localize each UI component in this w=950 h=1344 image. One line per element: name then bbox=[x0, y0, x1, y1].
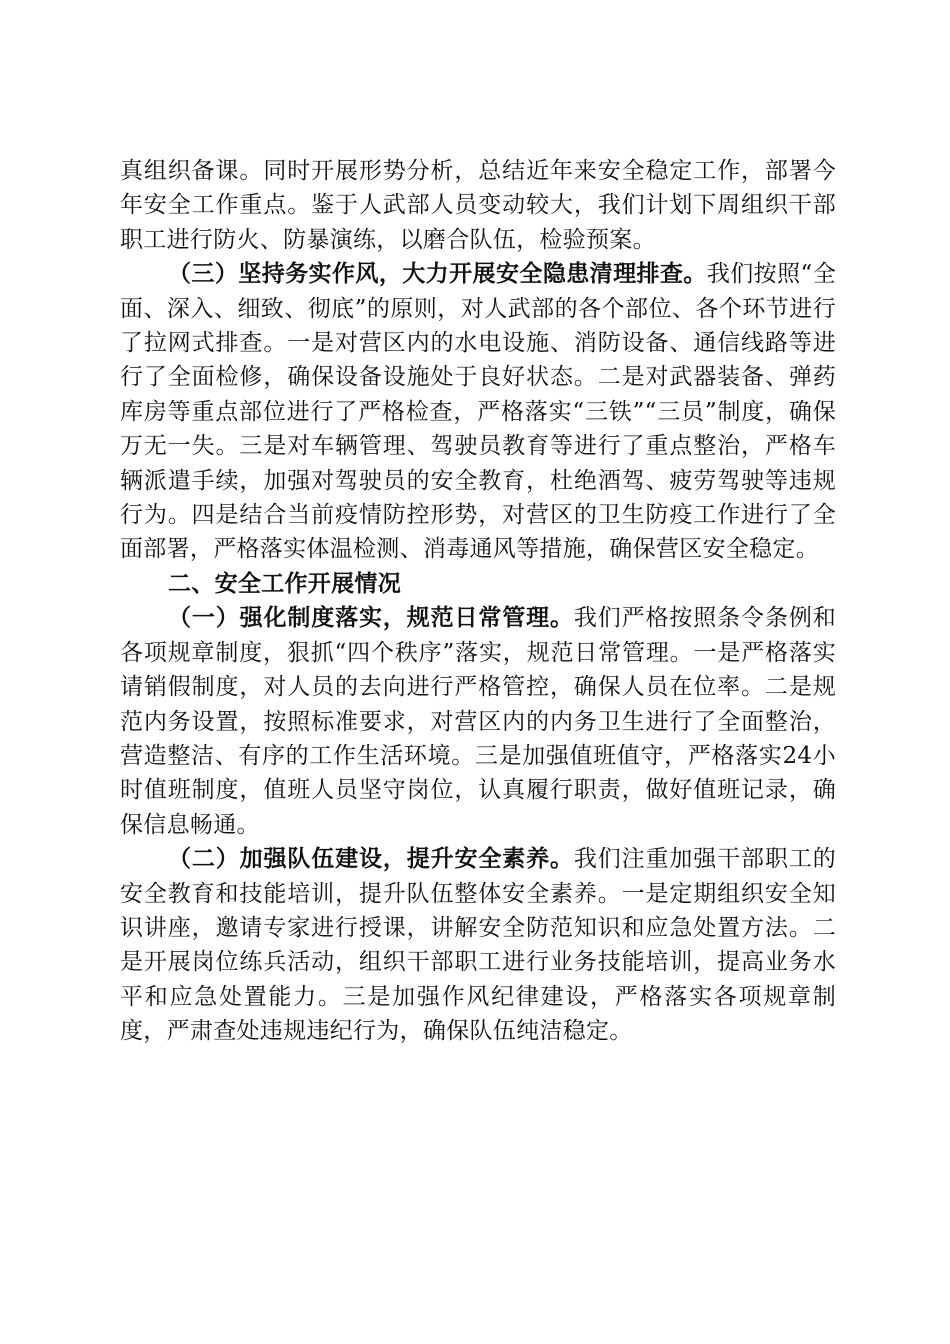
heading-part-2: 二、安全工作开展情况 bbox=[168, 570, 401, 597]
document-body bbox=[120, 154, 836, 1049]
paragraph-continuation bbox=[120, 154, 836, 257]
section-2-2-body: 我们注重加强干部职工的安全教育和技能培训，提升队伍整体安全素养。一是定期组织安全知识讲座，邀请专家进行授课，讲解安全防范知识和应急处置方法。二是开展岗位练兵活动，组织干部职工进行业务技能培训，提高业务水平和应急处置能力。三是加强作风纪律建设，严格落实各项规章制度，严肃查处违规违纪行为，确保队伍纯洁稳定。 bbox=[120, 846, 836, 1045]
paragraph-section-2-1 bbox=[120, 601, 836, 842]
section-3-lead: （三）坚持务实作风，大力开展安全隐患清理排查。 bbox=[168, 261, 707, 288]
section-2-1-body: 我们严格按照条令条例和各项规章制度，狠抓“四个秩序”落实，规范日常管理。一是严格落实请销假制度，对人员的去向进行严格管控，确保人员在位率。二是规范内务设置，按照标准要求，对营区内的内务卫生进行了全面整治，营造整洁、有序的工作生活环境。三是加强值班值守，严格落实24小时值班制度，值班人员坚守岗位，认真履行职责，做好值班记录，确保信息畅通。 bbox=[120, 605, 836, 838]
paragraph-section-2-2 bbox=[120, 842, 836, 1048]
paragraph-section-3 bbox=[120, 257, 836, 567]
section-3-body: 我们按照“全面、深入、细致、彻底”的原则，对人武部的各个部位、各个环节进行了拉网式排查。一是对营区内的水电设施、消防设备、通信线路等进行了全面检修，确保设备设施处于良好状态。二是对武器装备、弹药库房等重点部位进行了严格检查，严格落实“三铁”“三员”制度，确保万无一失。三是对车辆管理、驾驶员教育等进行了重点整治，严格车辆派遣手续，加强对驾驶员的安全教育，杜绝酒驾、疲劳驾驶等违规行为。四是结合当前疫情防控形势，对营区的卫生防疫工作进行了全面部署，严格落实体温检测、消毒通风等措施，确保营区安全稳定。 bbox=[120, 261, 837, 563]
section-2-1-lead: （一）强化制度落实，规范日常管理。 bbox=[168, 605, 574, 632]
section-2-2-lead: （二）加强队伍建设，提升安全素养。 bbox=[168, 846, 574, 873]
paragraph-continuation-text: 真组织备课。同时开展形势分析，总结近年来安全稳定工作，部署今年安全工作重点。鉴于人武部人员变动较大，我们计划下周组织干部职工进行防火、防暴演练，以磨合队伍，检验预案。 bbox=[120, 158, 836, 253]
